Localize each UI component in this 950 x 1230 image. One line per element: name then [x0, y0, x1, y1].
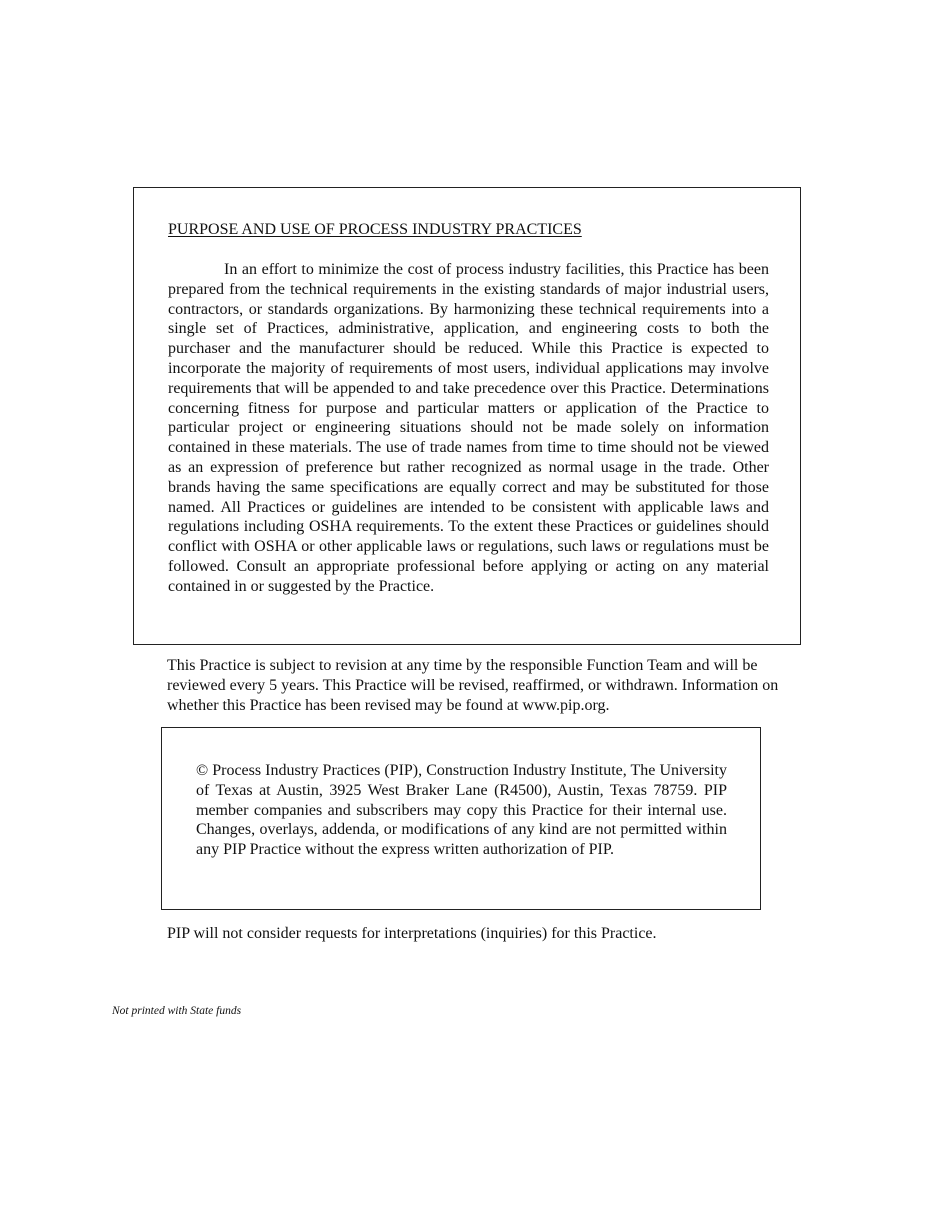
purpose-box — [133, 187, 801, 645]
copyright-box — [161, 727, 761, 910]
copyright-notice: © Process Industry Practices (PIP), Construction Industry Institute, The University of Texas at Austin, 3925 West Braker Lane (R4500), Austin, Texas 78759. PIP member companies and subscribers may copy this Practice for their internal use. Changes, overlays, addenda, or modifications of any kind are not permitted within any PIP Practice without the express written authorization of PIP. — [196, 762, 727, 859]
inquiries-notice: PIP will not consider requests for interpretations (inquiries) for this Practice. — [167, 925, 657, 942]
footer-note: Not printed with State funds — [112, 1005, 242, 1017]
revision-notice: This Practice is subject to revision at any time by the responsible Function Team and will be reviewed every 5 years. This Practice will be revised, reaffirmed, or withdrawn. Information on whether this Practice has been revised may be found at www.pip.org. — [167, 657, 779, 714]
purpose-body: In an effort to minimize the cost of process industry facilities, this Practice has been prepared from the technical requirements in the existing standards of major industrial users, contractors, or standards organizations. By harmonizing these technical requirements into a single set of Practices, administrative, application, and engineering costs to both the purchaser and the manufacturer should be reduced. While this Practice is expected to incorporate the majority of requirements of most users, individual applications may involve requirements that will be appended to and take precedence over this Practice. Determinations concerning fitness for purpose and particular matters or application of the Practice to particular project or engineering situations should not be made solely on information contained in these materials. The use of trade names from time to time should not be viewed as an expression of preference but rather recognized as normal usage in the trade. Other brands having the same specifications are equally correct and may be substituted for those named. All Practices or guidelines are intended to be consistent with applicable laws and regulations including OSHA requirements. To the extent these Practices or guidelines should conflict with OSHA or other applicable laws or regulations, such laws or regulations must be followed. Consult an appropriate professional before applying or acting on any material contained in or suggested by the Practice. — [168, 261, 769, 595]
purpose-heading: PURPOSE AND USE OF PROCESS INDUSTRY PRACTICES — [168, 221, 582, 238]
